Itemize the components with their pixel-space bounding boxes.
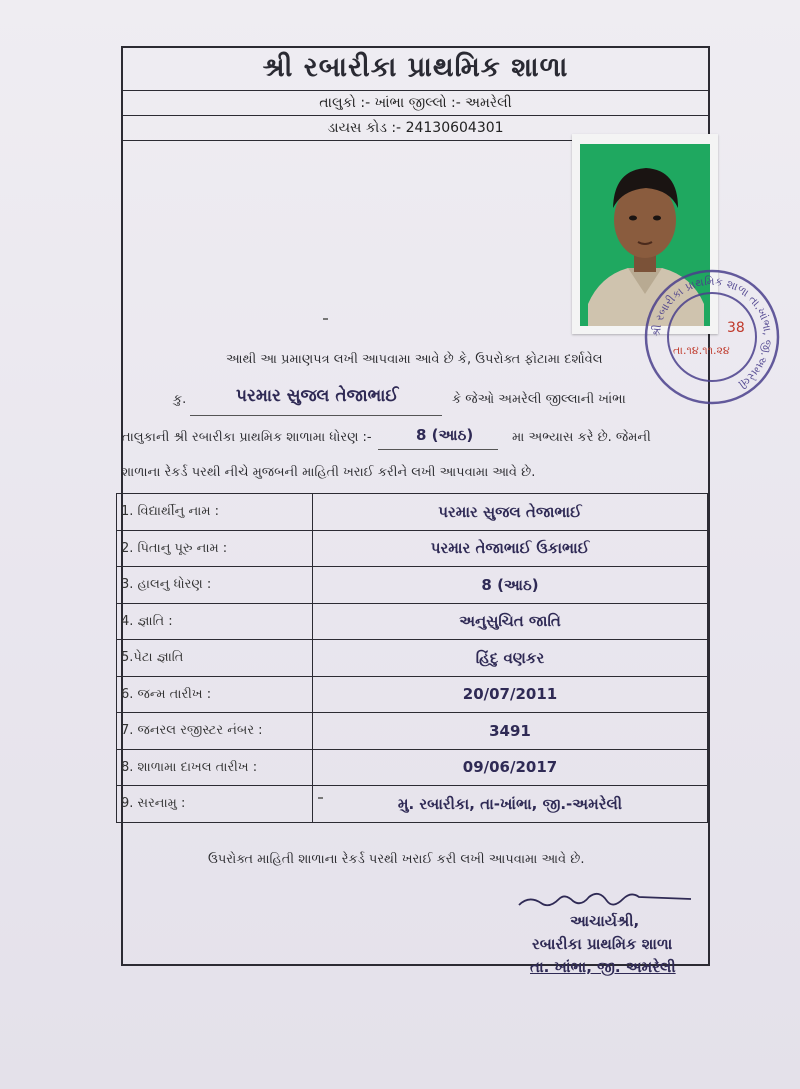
- detail-value: પરમાર તેજાભાઈ ઉકાભાઈ: [313, 530, 708, 567]
- signer-title: આચાર્યશ્રી,: [570, 912, 640, 930]
- statement-standard: 8 (આઠ): [416, 426, 474, 444]
- table-row: [117, 786, 708, 823]
- detail-label: 6. જન્મ તારીખ :: [117, 676, 313, 713]
- statement-line-3-pre: તાલુકાની શ્રી રબારીકા પ્રાથમિક શાળામા ધોરણ :-: [122, 430, 372, 445]
- detail-label: 8. શાળામા દાખલ તારીખ :: [117, 749, 313, 786]
- verification-statement: ઉપરોક્ત માહિતી શાળાના રેકર્ડ પરથી ખરાઈ કરી લખી આપવામા આવે છે.: [208, 852, 585, 867]
- detail-value: 20/07/2011: [313, 676, 708, 713]
- detail-label: 9. સરનામુ :: [117, 786, 313, 823]
- name-underline: [190, 415, 442, 416]
- detail-value: 3491: [313, 713, 708, 750]
- standard-underline: [378, 449, 498, 450]
- table-row: [117, 640, 708, 677]
- detail-value: 8 (આઠ): [313, 567, 708, 604]
- table-row: [117, 494, 708, 531]
- detail-value: 09/06/2017: [313, 749, 708, 786]
- detail-label: 3. હાલનુ ધોરણ :: [117, 567, 313, 604]
- table-row: [117, 749, 708, 786]
- taluka-district-line: તાલુકો :- ખાંભા જીલ્લો :- અમરેલી: [121, 91, 710, 116]
- statement-line-1: આથી આ પ્રમાણપત્ર લખી આપવામા આવે છે કે, ઉપરોક્ત ફોટામા દર્શાવેલ: [226, 352, 603, 367]
- table-row: [117, 530, 708, 567]
- detail-value: હિંદુ વણકર: [313, 640, 708, 677]
- statement-line-3-post: મા અભ્યાસ કરે છે. જેમની: [512, 430, 651, 445]
- detail-value: અનુસુચિત જાતિ: [313, 603, 708, 640]
- signer-school: રબારીકા પ્રાથમિક શાળા: [532, 935, 673, 953]
- detail-value: પરમાર સુજલ તેજાભાઈ: [313, 494, 708, 531]
- stamp-handwritten-number: 38: [727, 320, 745, 336]
- statement-prefix: કુ.: [173, 392, 187, 407]
- student-details-table: [116, 493, 708, 823]
- detail-label: 5.પેટા જ્ઞાતિ: [117, 640, 313, 677]
- school-name-heading: શ્રી રબારીકા પ્રાથમિક શાળા: [121, 46, 710, 91]
- statement-student-name: પરમાર સુજલ તેજાભાઈ: [236, 386, 399, 406]
- statement-line-4: શાળાના રેકર્ડ પરથી નીચે મુજબની માહિતી ખરાઈ કરીને લખી આપવામા આવે છે.: [121, 465, 536, 480]
- stamp-handwritten-date: તા.૧૪.૧૧.૨૪: [673, 344, 730, 357]
- table-row: [117, 567, 708, 604]
- statement-line-2: કે જેઓ અમરેલી જીલ્લાની ખાંભા: [452, 392, 626, 407]
- table-row: [117, 676, 708, 713]
- principal-signature: [515, 885, 695, 915]
- table-row: [117, 603, 708, 640]
- detail-label: 7. જનરલ રજીસ્ટર નંબર :: [117, 713, 313, 750]
- dise-code-line: ડાયસ કોડ :- 24130604301: [121, 116, 710, 141]
- school-rubber-stamp: [643, 268, 781, 406]
- stamp-ring-text: શ્રી રબારીકા પ્રાથમિક શાળા તા.ખાંભા, જી.અમરેલી: [649, 274, 775, 391]
- table-row: [117, 713, 708, 750]
- detail-value: મુ. રબારીકા, તા-ખાંભા, જી.-અમરેલી: [313, 786, 708, 823]
- stray-mark: [323, 318, 328, 320]
- signer-place: તા. ખાંભા, જી. અમરેલી: [530, 958, 676, 976]
- detail-label: 1. વિદ્યાર્થીનુ નામ :: [117, 494, 313, 531]
- detail-label: 2. પિતાનુ પૂરુ નામ :: [117, 530, 313, 567]
- detail-label: 4. જ્ઞાતિ :: [117, 603, 313, 640]
